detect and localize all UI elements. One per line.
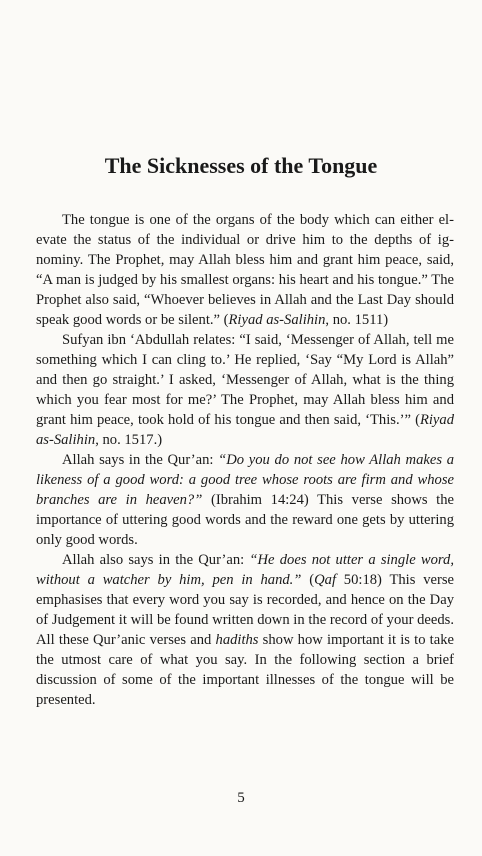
italic-text: “He does not utter a single word, without a watcher by him, pen in hand.” xyxy=(36,552,454,588)
page-title: The Sicknesses of the Tongue xyxy=(104,153,378,178)
italic-text: “Do you do not see how Allah makes a likeness of a good word: a good tree whose roots are firm and whose branches are in heaven?” xyxy=(36,452,454,508)
paragraph-text: , no. 1511) xyxy=(325,312,389,328)
paragraph-text: The tongue is one of the organs of the body which can either elevate the status of the individual or drive him to the depths of ignominy. The Prophet, may Allah bless him and grant him peace, said, “A man is judged by his smallest organs: his heart and his tongue.” The Prophet also said, “Whoever believes in Allah and the Last Day should speak good words or be silent.” ( xyxy=(36,212,454,328)
paragraph-text: Allah also says in the Qur’an: xyxy=(62,552,250,568)
page-number: 5 xyxy=(237,790,245,806)
paragraph-text: , no. 1517.) xyxy=(95,432,163,448)
italic-text: Riyad as-Salihin xyxy=(228,312,326,328)
paragraph-text: show how important it is to take the utmost care of what you say. In the following section a brief discussion of some of the important illnesses of the tongue will be presented. xyxy=(36,632,454,708)
paragraph-text: Sufyan ibn ‘Abdullah relates: “I said, ‘Messenger of Allah, tell me something which I can cling to.’ He replied, ‘Say “My Lord is Allah” and then go straight.’ I asked, ‘Messenger of Allah, what is the thing which you fear most for me?’ The Prophet, may Allah bless him and grant him peace, took hold of his tongue and then said, ‘This.’” ( xyxy=(36,332,454,428)
italic-text: Qaf xyxy=(314,572,336,588)
italic-text: hadiths xyxy=(215,632,259,648)
paragraph xyxy=(36,550,454,710)
paragraph-text: 50:18) This verse emphasises that every word you say is recorded, and hence on the Day of Judgement it will be found written down in the record of your deeds. All these Qur’anic verses and xyxy=(36,572,454,648)
italic-text: Riyad as-Salihin xyxy=(36,412,454,448)
body-text xyxy=(36,210,454,710)
paragraph xyxy=(36,450,454,550)
paragraph-text: ( xyxy=(301,572,315,588)
paragraph xyxy=(36,210,454,330)
paragraph xyxy=(36,330,454,450)
paragraph-text: Allah says in the Qur’an: xyxy=(62,452,219,468)
paragraph-text: (Ibrahim 14:24) This verse shows the importance of uttering good words and the reward one gets by uttering only good words. xyxy=(36,492,455,548)
